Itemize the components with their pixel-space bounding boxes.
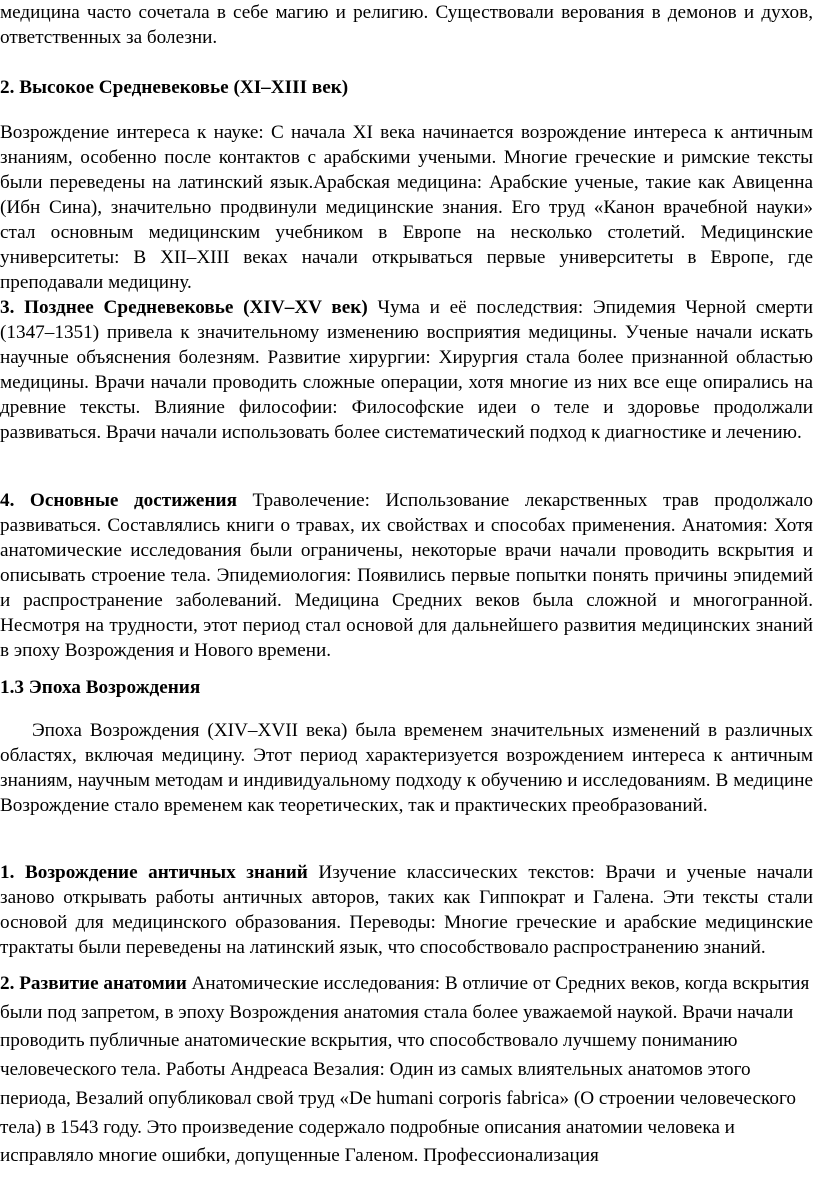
- paragraph-late-middle-ages: [0, 295, 813, 445]
- paragraph-renaissance: Эпоха Возрождения (XIV–XVII века) была временем значительных изменений в различных областях, включая медицину. Этот период характеризуется возрождением интереса к античным знаниям, научным методам и индивидуальному подходу к обучению и исследованиям. В медицине Возрождение стало временем как теоретических, так и практических преобразований.: [0, 720, 813, 816]
- achievements-title: 4. Основные достижения: [0, 490, 237, 511]
- anatomy-title: 2. Развитие анатомии: [0, 973, 187, 994]
- heading-renaissance: 1.3 Эпоха Возрождения: [0, 677, 201, 698]
- paragraph-achievements: [0, 488, 813, 663]
- intro-paragraph: медицина часто сочетала в себе магию и религию. Существовали верования в демонов и духов, ответственных за болезни.: [0, 2, 813, 48]
- late-middle-ages-text: Чума и её последствия: Эпидемия Черной смерти (1347–1351) привела к значительному изменению восприятия медицины. Ученые начали искать научные объяснения болезням. Развитие хирургии: Хирургия стала более признанной областью медицины. Врачи начали проводить сложные операции, хотя многие из них все еще опирались на древние тексты. Влияние философии: Философские идеи о теле и здоровье продолжали развиваться. Врачи начали использовать более систематический подход к диагностике и лечению.: [0, 297, 813, 443]
- ancient-knowledge-title: 1. Возрождение античных знаний: [0, 862, 308, 883]
- paragraph-anatomy: [0, 970, 813, 1171]
- heading-high-middle-ages: 2. Высокое Средневековье (XI–XIII век): [0, 77, 349, 98]
- late-middle-ages-title: 3. Позднее Средневековье (XIV–XV век): [0, 297, 368, 318]
- paragraph-high-middle-ages: Возрождение интереса к науке: С начала XI века начинается возрождение интереса к античным знаниям, особенно после контактов с арабскими учеными. Многие греческие и римские тексты были переведены на латинский язык.Арабская медицина: Арабские ученые, такие как Авиценна (Ибн Сина), значительно продвинули медицинские знания. Его труд «Канон врачебной науки» стал основным медицинским учебником в Европе на несколько столетий. Медицинские университеты: В XII–XIII веках начали открываться первые университеты в Европе, где преподавали медицину.: [0, 122, 813, 293]
- anatomy-text: Анатомические исследования: В отличие от Средних веков, когда вскрытия были под запретом, в эпоху Возрождения анатомия стала более уважаемой наукой. Врачи начали проводить публичные анатомические вскрытия, что способствовало лучшему пониманию человеческого тела. Работы Андреаса Везалия: Один из самых влиятельных анатомов этого периода, Везалий опубликовал свой труд «De humani corporis fabrica» (О строении человеческого тела) в 1543 году. Это произведение содержало подробные описания анатомии человека и исправляло многие ошибки, допущенные Галеном. Профессионализация: [0, 973, 810, 1167]
- ancient-knowledge-text: Изучение классических текстов: Врачи и ученые начали заново открывать работы античных авторов, таких как Гиппократ и Галена. Эти тексты стали основой для медицинского образования. Переводы: Многие греческие и арабские медицинские трактаты были переведены на латинский язык, что способствовало распространению знаний.: [0, 862, 813, 958]
- paragraph-ancient-knowledge: [0, 860, 813, 960]
- achievements-text: Траволечение: Использование лекарственных трав продолжало развиваться. Составлялись книги о травах, их свойствах и способах применения. Анатомия: Хотя анатомические исследования были ограничены, некоторые врачи начали проводить вскрытия и описывать строение тела. Эпидемиология: Появились первые попытки понять причины эпидемий и распространение заболеваний. Медицина Средних веков была сложной и многогранной. Несмотря на трудности, этот период стал основой для дальнейшего развития медицинских знаний в эпоху Возрождения и Нового времени.: [0, 490, 813, 661]
